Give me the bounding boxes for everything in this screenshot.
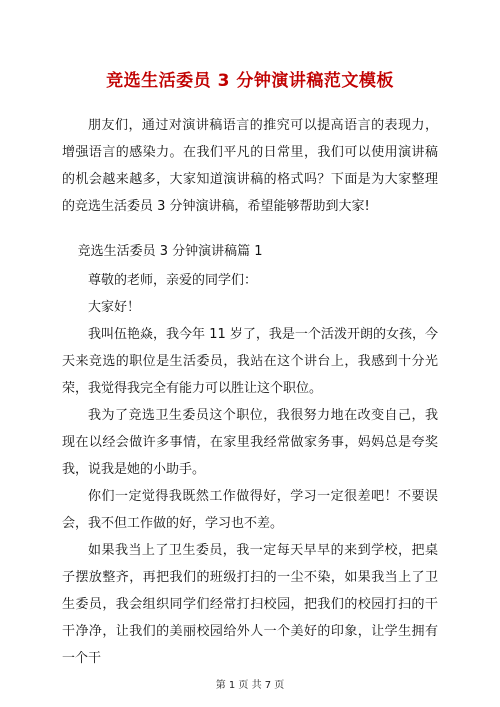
greeting: 大家好！ [88, 300, 141, 315]
salutation: 尊敬的老师，亲爱的同学们： [88, 273, 258, 288]
body-paragraph: 我叫伍艳焱，我今年 11 岁了，我是一个活泼开朗的女孩，今天来竞选的职位是生活委员，我站在这个讲台上，我感到十分光荣，我觉得我完全有能力可以胜让这个职位。 [62, 327, 438, 396]
body-paragraph: 如果我当上了卫生委员，我一定每天早早的来到学校，把桌子摆放整齐，再把我们的班级打扫的一尘不染，如果我当上了卫生委员，我会组织同学们经常打扫校园，把我们的校园打扫的干干净净，让我们的美丽校园给外人一个美好的印象，让学生拥有一个干 [62, 543, 438, 666]
document-title: 竞选生活委员 3 分钟演讲稿范文模板 [106, 71, 394, 91]
body-paragraph: 你们一定觉得我既然工作做得好，学习一定很差吧！不要误会，我不但工作做的好，学习也不差。 [62, 489, 438, 531]
document-body [62, 112, 438, 672]
page-footer: 第 1 页 共 7 页 [215, 680, 285, 691]
body-paragraph: 我为了竞选卫生委员这个职位，我很努力地在改变自己，我现在以经会做许多事情，在家里我经常做家务事，妈妈总是夸奖我，说我是她的小助手。 [62, 408, 438, 477]
intro-paragraph: 朋友们，通过对演讲稿语言的推究可以提高语言的表现力，增强语言的感染力。在我们平凡的日常里，我们可以使用演讲稿的机会越来越多，大家知道演讲稿的格式吗？下面是为大家整理的竞选生活委员 3 分钟演讲稿，希望能够帮助到大家! [62, 118, 438, 214]
section-title: 竞选生活委员 3 分钟演讲稿篇 1 [77, 244, 263, 259]
